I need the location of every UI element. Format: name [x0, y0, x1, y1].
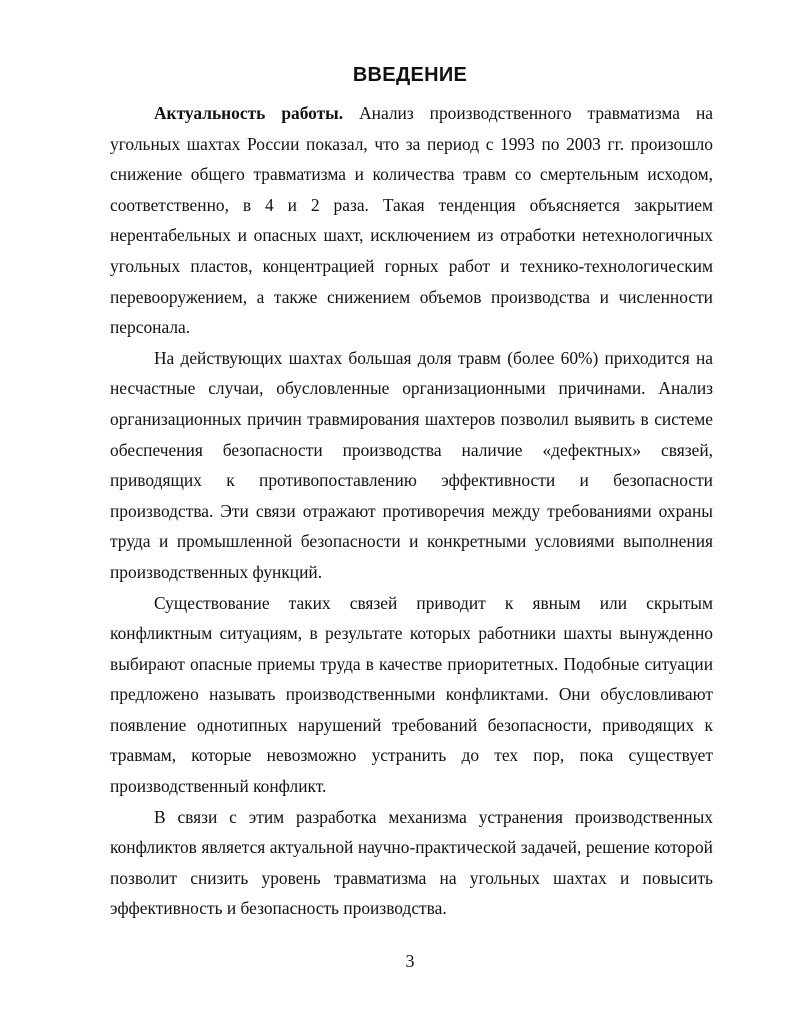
page-number: 3: [405, 951, 415, 971]
paragraph-lead: Актуальность работы.: [154, 103, 344, 123]
paragraph-conclusion: [110, 802, 713, 924]
paragraph-text: Анализ производственного травматизма на угольных шахтах России показал, что за период с 1993 по 2003 гг. произошло снижение общего травматизма и количества травм со смертельным исходом, соответственно, в 4 и 2 раза. Такая тенденция объясняется закрытием нерентабельных и опасных шахт, исключением из отработки нетехнологичных угольных пластов, концентрацией горных работ и технико-технологическим перевооружением, а также снижением объемов производства и численности персонала.: [110, 103, 713, 338]
paragraph-text: Существование таких связей приводит к явным или скрытым конфликтным ситуациям, в результате которых работники шахты вынужденно выбирают опасные приемы труда в качестве приоритетных. Подобные ситуации предложено называть производственными конфликтами. Они обусловливают появление однотипных нарушений требований безопасности, приводящих к травмам, которые невозможно устранить до тех пор, пока существует производственный конфликт.: [110, 592, 713, 797]
paragraph-text: На действующих шахтах большая доля травм (более 60%) приходится на несчастные случаи, обусловленные организационными причинами. Анализ организационных причин травмирования шахтеров позволил выявить в системе обеспечения безопасности производства наличие «дефектных» связей, приводящих к противопоставлению эффективности и безопасности производства. Эти связи отражают противоречия между требованиями охраны труда и промышленной безопасности и конкретными условиями выполнения производственных функций.: [110, 347, 713, 582]
page-title: ВВЕДЕНИЕ: [352, 64, 468, 86]
paragraph-relevance: [110, 98, 713, 343]
paragraph-text: В связи с этим разработка механизма устранения производственных конфликтов является актуальной научно-практической задачей, решение которой позволит снизить уровень травматизма на угольных шахтах и повысить эффективность и безопасность производства.: [110, 806, 713, 919]
body-text: [110, 98, 713, 924]
paragraph-conflicts: [110, 588, 713, 802]
paragraph-causes: [110, 343, 713, 588]
